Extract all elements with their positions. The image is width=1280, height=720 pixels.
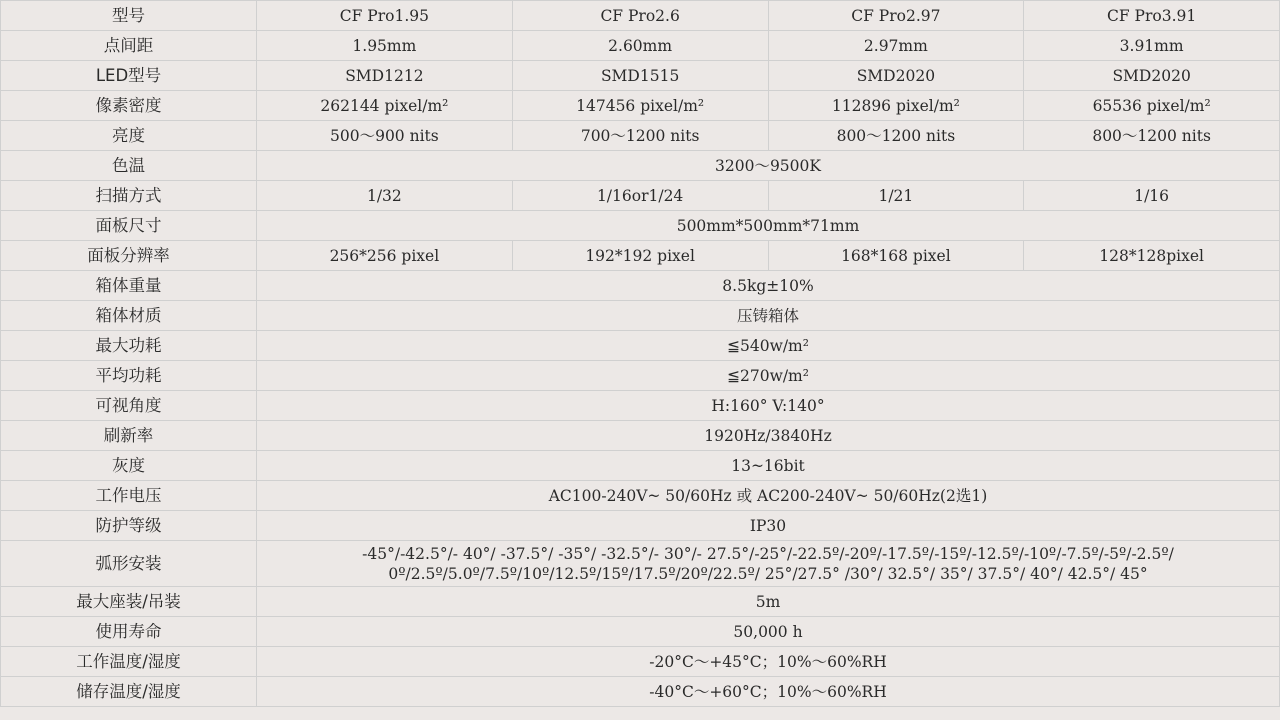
table-cell: 1920Hz/3840Hz bbox=[257, 421, 1280, 451]
table-row-panel-size bbox=[1, 211, 1280, 241]
table-cell: 1/32 bbox=[257, 181, 513, 211]
table-cell: 压铸箱体 bbox=[257, 301, 1280, 331]
table-row-brightness bbox=[1, 121, 1280, 151]
table-cell: 500mm*500mm*71mm bbox=[257, 211, 1280, 241]
table-cell: CF Pro2.97 bbox=[768, 1, 1024, 31]
table-cell: 168*168 pixel bbox=[768, 241, 1024, 271]
table-row-model bbox=[1, 1, 1280, 31]
table-cell: ≦540w/m² bbox=[257, 331, 1280, 361]
table-row-curved-install bbox=[1, 541, 1280, 587]
row-label: 色温 bbox=[1, 151, 257, 181]
table-cell: CF Pro3.91 bbox=[1024, 1, 1280, 31]
table-row-avg-power bbox=[1, 361, 1280, 391]
table-cell: -40°C～+60°C；10%～60%RH bbox=[257, 677, 1280, 707]
row-label: 平均功耗 bbox=[1, 361, 257, 391]
table-cell: ≦270w/m² bbox=[257, 361, 1280, 391]
table-row-voltage bbox=[1, 481, 1280, 511]
table-cell: 5m bbox=[257, 587, 1280, 617]
table-cell: SMD1515 bbox=[512, 61, 768, 91]
table-cell: AC100-240V~ 50/60Hz 或 AC200-240V~ 50/60Hz(2选1) bbox=[257, 481, 1280, 511]
table-cell: 256*256 pixel bbox=[257, 241, 513, 271]
row-label: 面板尺寸 bbox=[1, 211, 257, 241]
table-cell: 1/16 bbox=[1024, 181, 1280, 211]
row-label: 使用寿命 bbox=[1, 617, 257, 647]
table-cell: 800～1200 nits bbox=[1024, 121, 1280, 151]
table-cell: 1/16or1/24 bbox=[512, 181, 768, 211]
table-cell: 700～1200 nits bbox=[512, 121, 768, 151]
row-label: 箱体材质 bbox=[1, 301, 257, 331]
table-row-color-temp bbox=[1, 151, 1280, 181]
table-row-scan-mode bbox=[1, 181, 1280, 211]
table-row-led-type bbox=[1, 61, 1280, 91]
table-cell: -20°C～+45°C；10%～60%RH bbox=[257, 647, 1280, 677]
table-cell: 1/21 bbox=[768, 181, 1024, 211]
table-cell: CF Pro1.95 bbox=[257, 1, 513, 31]
row-label: 可视角度 bbox=[1, 391, 257, 421]
table-row-operating-env bbox=[1, 647, 1280, 677]
table-row-mounting bbox=[1, 587, 1280, 617]
table-cell: 65536 pixel/m² bbox=[1024, 91, 1280, 121]
curve-angles-line-1: -45°/-42.5°/- 40°/ -37.5°/ -35°/ -32.5°/- 30°/- 27.5°/-25°/-22.5º/-20º/-17.5º/-15º/-12.5º/-10º/-7.5º/-5º/-2.5º/ bbox=[362, 544, 1174, 563]
row-label: 工作电压 bbox=[1, 481, 257, 511]
table-cell: 2.97mm bbox=[768, 31, 1024, 61]
row-label: 箱体重量 bbox=[1, 271, 257, 301]
curve-angles-line-2: 0º/2.5º/5.0º/7.5º/10º/12.5º/15º/17.5º/20º/22.5º/ 25°/27.5° /30°/ 32.5°/ 35°/ 37.5°/ 40°/ 42.5°/ 45° bbox=[388, 564, 1148, 583]
table-row-lifespan bbox=[1, 617, 1280, 647]
table-cell: 50,000 h bbox=[257, 617, 1280, 647]
table-cell: SMD2020 bbox=[768, 61, 1024, 91]
row-label: 防护等级 bbox=[1, 511, 257, 541]
table-row-protection bbox=[1, 511, 1280, 541]
table-row-max-power bbox=[1, 331, 1280, 361]
row-label: 亮度 bbox=[1, 121, 257, 151]
table-cell: 1.95mm bbox=[257, 31, 513, 61]
table-row-cabinet-weight bbox=[1, 271, 1280, 301]
table-cell: 2.60mm bbox=[512, 31, 768, 61]
table-row-panel-resolution bbox=[1, 241, 1280, 271]
table-cell: 800～1200 nits bbox=[768, 121, 1024, 151]
table-cell: SMD1212 bbox=[257, 61, 513, 91]
table-cell: 192*192 pixel bbox=[512, 241, 768, 271]
table-cell: H:160° V:140° bbox=[257, 391, 1280, 421]
row-label: 灰度 bbox=[1, 451, 257, 481]
row-label: 弧形安装 bbox=[1, 541, 257, 587]
table-cell: 8.5kg±10% bbox=[257, 271, 1280, 301]
table-cell: CF Pro2.6 bbox=[512, 1, 768, 31]
row-label: 面板分辨率 bbox=[1, 241, 257, 271]
table-row-grayscale bbox=[1, 451, 1280, 481]
table-cell: 262144 pixel/m² bbox=[257, 91, 513, 121]
table-cell: IP30 bbox=[257, 511, 1280, 541]
table-cell: 112896 pixel/m² bbox=[768, 91, 1024, 121]
table-row-pixel-pitch bbox=[1, 31, 1280, 61]
row-label: 工作温度/湿度 bbox=[1, 647, 257, 677]
table-cell: 128*128pixel bbox=[1024, 241, 1280, 271]
table-row-storage-env bbox=[1, 677, 1280, 707]
table-cell: 3200～9500K bbox=[257, 151, 1280, 181]
table-cell: 500～900 nits bbox=[257, 121, 513, 151]
row-label: 最大座装/吊装 bbox=[1, 587, 257, 617]
table-row-viewing-angle bbox=[1, 391, 1280, 421]
table-cell bbox=[257, 541, 1280, 587]
table-row-cabinet-material bbox=[1, 301, 1280, 331]
row-label: 最大功耗 bbox=[1, 331, 257, 361]
row-label: 像素密度 bbox=[1, 91, 257, 121]
table-cell: 13~16bit bbox=[257, 451, 1280, 481]
table-row-pixel-density bbox=[1, 91, 1280, 121]
table-cell: 147456 pixel/m² bbox=[512, 91, 768, 121]
row-label: 储存温度/湿度 bbox=[1, 677, 257, 707]
row-label: 型号 bbox=[1, 1, 257, 31]
row-label: 刷新率 bbox=[1, 421, 257, 451]
table-cell: 3.91mm bbox=[1024, 31, 1280, 61]
row-label: LED型号 bbox=[1, 61, 257, 91]
row-label: 扫描方式 bbox=[1, 181, 257, 211]
table-row-refresh-rate bbox=[1, 421, 1280, 451]
row-label: 点间距 bbox=[1, 31, 257, 61]
table-cell: SMD2020 bbox=[1024, 61, 1280, 91]
